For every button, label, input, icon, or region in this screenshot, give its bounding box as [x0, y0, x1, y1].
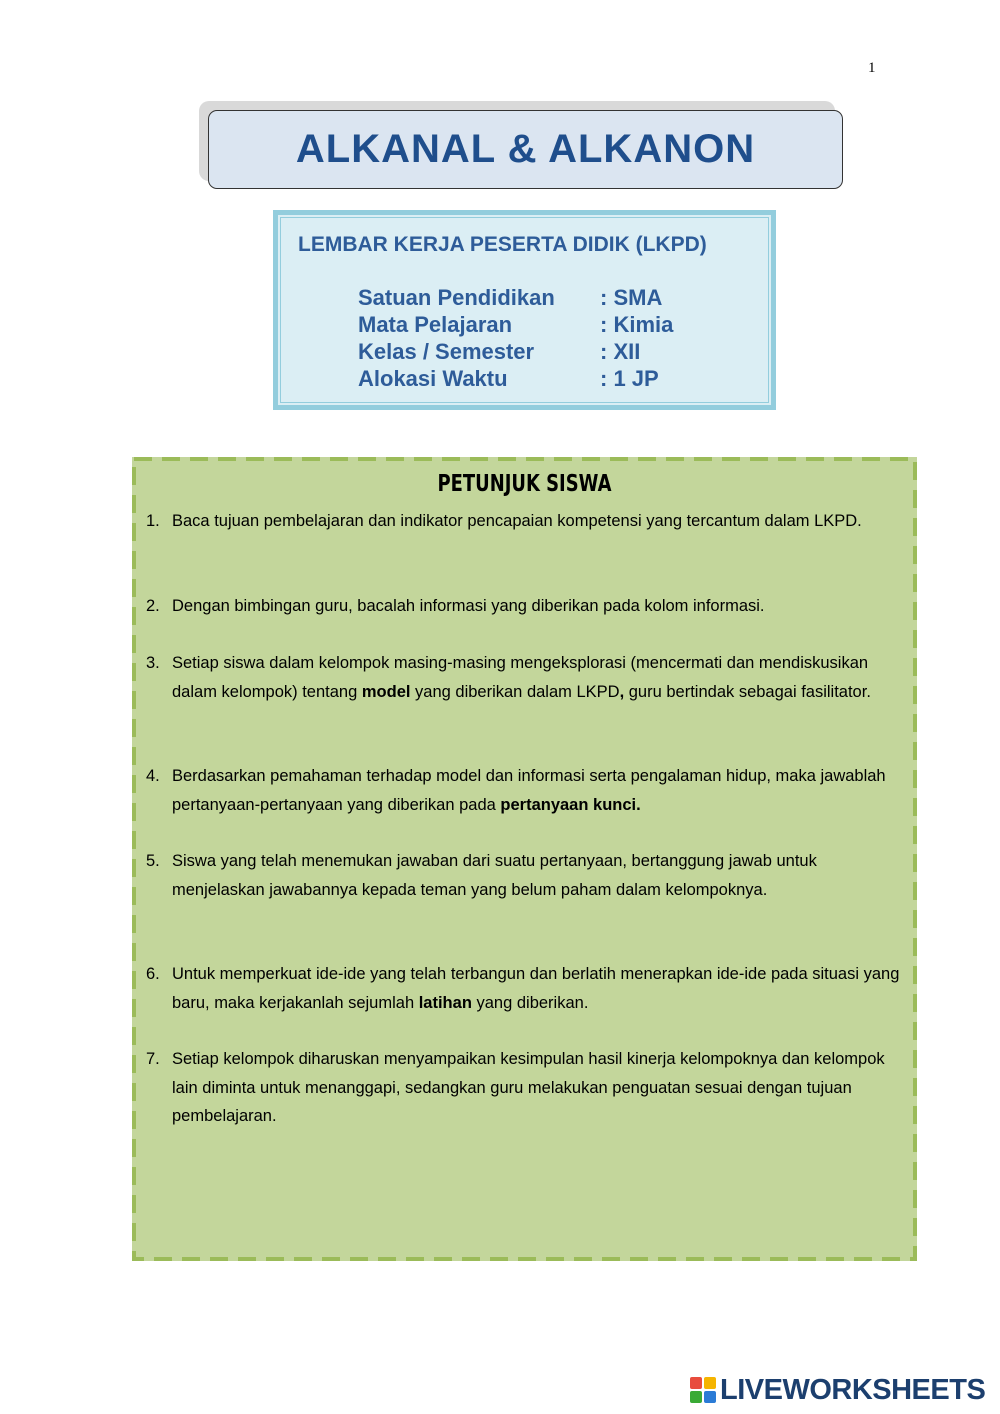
logo-square: [704, 1391, 716, 1403]
info-label: Kelas / Semester: [358, 339, 535, 364]
instruction-number: 4.: [146, 767, 160, 785]
instruction-text-part: Dengan bimbingan guru, bacalah informasi yang diberikan pada kolom informasi.: [172, 597, 765, 615]
instruction-item: [146, 847, 906, 904]
instruction-item: [146, 649, 906, 706]
info-value: : 1 JP: [600, 366, 659, 391]
logo-square: [690, 1377, 702, 1389]
info-heading: LEMBAR KERJA PESERTA DIDIK (LKPD): [298, 233, 707, 256]
instruction-item: [146, 592, 906, 621]
instruction-text-part: Setiap siswa dalam kelompok masing-masing mengeksplorasi (mencermati dan mendiskusikan dalam kelompok) tentang: [172, 654, 869, 701]
info-label: Alokasi Waktu: [358, 366, 508, 391]
title-box: [208, 110, 843, 189]
instruction-text-part: Baca tujuan pembelajaran dan indikator pencapaian kompetensi yang tercantum dalam LKPD.: [172, 512, 862, 530]
instruction-number: 6.: [146, 965, 160, 983]
instruction-text-part: yang diberikan dalam LKPD: [410, 682, 620, 701]
instruction-text-part: Untuk memperkuat ide-ide yang telah terbangun dan berlatih menerapkan ide-ide pada situasi yang baru, maka kerjakanlah sejumlah: [172, 965, 900, 1012]
instruction-text-part: Berdasarkan pemahaman terhadap model dan informasi serta pengalaman hidup, maka jawablah pertanyaan-pertanyaan yang diberikan pada: [172, 767, 886, 814]
instruction-text: [172, 847, 906, 904]
instruction-text-part: guru bertindak sebagai fasilitator.: [624, 682, 871, 701]
instruction-bold-text: ,: [619, 682, 625, 701]
instruction-bold-text: pertanyaan kunci.: [500, 795, 641, 814]
instruction-text-part: Setiap kelompok diharuskan menyampaikan kesimpulan hasil kinerja kelompoknya dan kelompok lain diminta untuk menanggapi, sedangkan guru melakukan penguatan sesuai dengan tujuan pembelajaran.: [172, 1050, 885, 1125]
instruction-text: [172, 592, 906, 621]
liveworksheets-logo-icon: [690, 1377, 716, 1403]
info-value: : Kimia: [600, 312, 674, 337]
instruction-item: [146, 762, 906, 819]
instruction-bold-text: model: [361, 682, 411, 701]
instruction-text-part: Siswa yang telah menemukan jawaban dari suatu pertanyaan, bertanggung jawab untuk menjelaskan jawabannya kepada teman yang belum paham dalam kelompoknya.: [172, 852, 817, 899]
page-title: ALKANAL & ALKANON: [295, 127, 756, 171]
instruction-number: 5.: [146, 852, 160, 870]
page-number: 1: [868, 60, 876, 76]
instruction-text: [172, 649, 906, 706]
liveworksheets-logo[interactable]: [690, 1374, 985, 1406]
logo-text: LIVEWORKSHEETS: [720, 1373, 986, 1406]
instruction-number: 7.: [146, 1050, 160, 1068]
instruction-item: [146, 507, 906, 536]
instruction-item: [146, 960, 906, 1017]
logo-square: [690, 1391, 702, 1403]
logo-square: [704, 1377, 716, 1389]
instruction-text-part: yang diberikan.: [471, 993, 589, 1012]
instruction-bold-text: latihan: [418, 993, 472, 1012]
petunjuk-box: [132, 457, 917, 1261]
instruction-text: [172, 507, 906, 536]
instruction-text: [172, 960, 906, 1017]
instruction-text: [172, 762, 906, 819]
info-value: : XII: [600, 339, 641, 364]
info-label: Mata Pelajaran: [358, 312, 513, 337]
instruction-item: [146, 1045, 906, 1131]
petunjuk-title: PETUNJUK SISWA: [437, 471, 612, 497]
instruction-text: [172, 1045, 906, 1131]
info-label: Satuan Pendidikan: [358, 285, 555, 310]
instruction-number: 2.: [146, 597, 160, 615]
lkpd-info-box: [273, 210, 776, 410]
instruction-number: 1.: [146, 512, 160, 530]
info-value: : SMA: [600, 285, 663, 310]
instruction-number: 3.: [146, 654, 160, 672]
